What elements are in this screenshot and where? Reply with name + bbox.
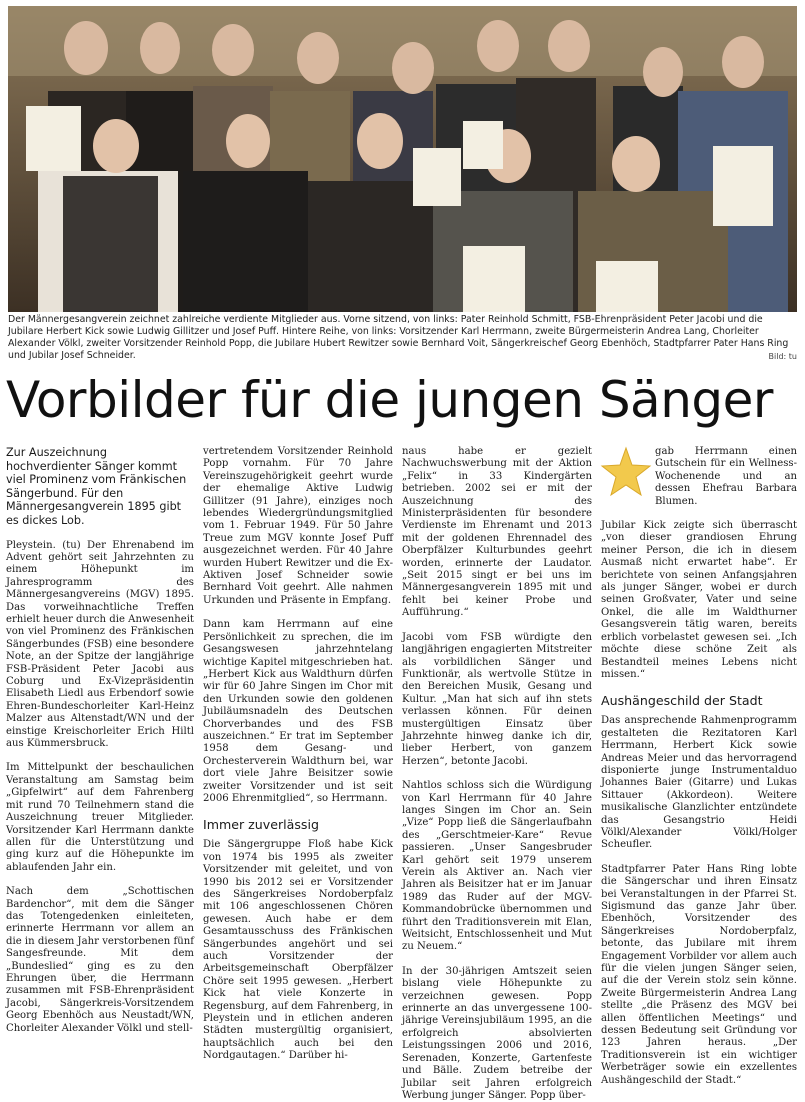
column-2 — [203, 446, 393, 1062]
body-paragraph: In der 30-jährigen Amtszeit seien bislang viele Höhepunkte zu verzeichnen gewesen. Popp erinnerte an das unvergessene 100-jährige Vereinsjubiläum 1995, an die erfolgreich absolvierten Leistungssingen 2006 und 2016, Serenaden, Konzerte, Gartenfeste und Bälle. Zudem betreibe der Jubilar seit Jahren erfolgreich Werbung junger Sänger. Popp über- — [402, 965, 592, 1101]
body-paragraph: Jubilar Kick zeigte sich überrascht „von dieser grandiosen Ehrung meiner Person, die ich in diesem Ausmaß nicht erwartet habe“. Er berichtete von seinen Anfangsjahren als junger Sänger, wobei er durch seinen Großvater, Vater und seine Onkel, die alle im Waldthurner Gesangsverein tätig waren, bereits erblich vorbelastet gewesen sei. „Ich möchte diese schöne Zeit als Bestandteil meines Lebens nicht missen.“ — [601, 520, 797, 680]
body-paragraph: Nach dem „Schottischen Bardenchor“, mit dem die Sänger das Totengedenken einleiteten, erinnerte Herrmann vor allem an die in diesem Jahr verstorbenen fünf Sangesfreunde. Mit dem „Bundeslied“ ging es zu den Ehrungen über, die Herrmann zusammen mit FSB-Ehrenpräsident Jacobi, Sängerkreis-Vorsitzendem Georg Ebenhöch aus Neustadt/WN, Chorleiter Alexander Völkl und stell- — [6, 886, 194, 1034]
body-paragraph: Pleystein. (tu) Der Ehrenabend im Advent gehört seit Jahrzehnten zu einem Höhepunkt im Jahresprogramm des Männergesangvereins (MGV) 1895. Das vorweihnachtliche Treffen erhielt heuer durch die Anwesenheit von viel Prominenz des Fränkischen Sängerbundes (FSB) eine besondere Note, an der Spitze der langjährige FSB-Präsident Peter Jacobi aus Coburg und Ex-Vizepräsidentin Elisabeth Liedl aus Erbendorf sowie Ehren-Bundeschorleiter Karl-Heinz Malzer aus Altenstadt/WN und der einstige Kreischorleiter Erich Hiltl aus Kümmersbruck. — [6, 539, 194, 750]
body-paragraph: Das ansprechende Rahmenprogramm gestalteten die Rezitatoren Karl Herrmann, Herbert Kick sowie Andreas Meier und das hervorragend disponierte junge Instrumentalduo Johannes Baier (Gitarre) und Lukas Sittauer (Akkordeon). Weitere musikalische Glanzlichter entzündete das Gesangstrio Heidi Völkl/Alexander Völkl/Holger Scheufler. — [601, 715, 797, 851]
body-paragraph: vertretendem Vorsitzender Reinhold Popp vornahm. Für 70 Jahre Vereinszugehörigkeit geehrt wurde der ehemalige Aktive Ludwig Gillitzer (91 Jahre), einziges noch lebendes Wiedergründungsmitglied vom 1. Februar 1949. Für 50 Jahre Treue zum MGV konnte Josef Puff ausgezeichnet werden. Für 40 Jahre wurden Hubert Rewitzer und die Ex-Aktiven Josef Schneider sowie Bernhard Voit geehrt. Alle nahmen Urkunden und Präsente in Empfang. — [203, 446, 393, 606]
body-paragraph: Dann kam Herrmann auf eine Persönlichkeit zu sprechen, die im Gesangswesen jahrzehntelang wichtige Kapitel mitgeschrieben hat. „Herbert Kick aus Waldthurn dürfen wir für 60 Jahre Singen im Chor mit den Urkunden sowie den goldenen Jubiläumsnadeln des Deutschen Chorverbandes und des FSB auszeichnen.“ Er trat im September 1958 dem Gesang- und Orchesterverein Waldthurn bei, war dort viele Jahre Beisitzer sowie zweiter Vorsitzender und ist seit 2006 Ehrenmitglied“, so Herrmann. — [203, 619, 393, 804]
column-3 — [402, 446, 592, 1101]
group-photo-icon — [8, 6, 797, 312]
column-4 — [601, 446, 797, 1086]
body-paragraph: naus habe er gezielt Nachwuchswerbung mit der Aktion „Felix“ in 33 Kindergärten betrieben. 2002 sei er mit der Auszeichnung des Ministerpräsidenten für besondere Verdienste im Ehrenamt und 2013 mit der goldenen Ehrennadel des Oberpfälzer Kulturbundes geehrt worden, erinnerte der Laudator. „Seit 2015 singt er bei uns im Männergesangverein 1895 mit und fehlt bei keiner Probe und Aufführung.“ — [402, 446, 592, 619]
photo-credit: Bild: tu — [768, 352, 797, 361]
column-1 — [6, 446, 194, 1034]
body-paragraph: Stadtpfarrer Pater Hans Ring lobte die Sängerschar und ihren Einsatz bei Veranstaltungen in der Pfarrei St. Sigismund das ganze Jahr über. Ebenhöch, Vorsitzender des Sängerkreises Nordoberpfalz, betonte, das Jubilare mit ihrem Engagement Vorbilder vor allem auch für die vielen jungen Sänger seien, auf die der Verein stolz sein könne. Zweite Bürgermeisterin Andrea Lang stellte „die Präsenz des MGV bei allen öffentlichen Meetings“ und dessen Bedeutung seit Gründung vor 123 Jahren heraus. „Der Traditionsverein ist ein wichtiger Werbeträger sowie ein exzellentes Aushängeschild der Stadt.“ — [601, 863, 797, 1086]
body-paragraph: Jacobi vom FSB würdigte den langjährigen engagierten Mitstreiter als vorbildlichen Sänger und Funktionär, als wertvolle Stütze in den Bereichen Musik, Gesang und Kultur. „Man hat sich auf ihn stets verlassen können. Für deinen mustergültigen Einsatz über Jahrzehnte hinweg danke ich dir, lieber Herbert, von ganzem Herzen“, betonte Jacobi. — [402, 631, 592, 767]
body-paragraph: gab Herrmann einen Gutschein für ein Wellness-Wochenende und an dessen Ehefrau Barbara Blumen. — [655, 446, 797, 507]
lead-paragraph: Zur Auszeichnung hochverdienter Sänger kommt viel Prominenz vom Fränkischen Sängerbund. Für den Männergesangverein 1895 gibt es dickes Lob. — [6, 446, 187, 527]
body-paragraph: Nahtlos schloss sich die Würdigung von Karl Herrmann für 40 Jahre langes Singen im Chor an. Sein „Vize“ Popp ließ die Sängerlaufbahn des „Gerschtmeier-Kare“ Revue passieren. „Unser Sangesbruder Karl gehört seit 1979 unserem Verein als Aktiver an. Nach vier Jahren als Beisitzer hat er im Januar 1989 das Ruder auf der MGV-Kommandobrücke übernommen und führt den Traditionsverein mit Elan, Weitsicht, Entschlossenheit und Mut zu Neuem.“ — [402, 780, 592, 953]
star-icon — [601, 446, 651, 500]
body-paragraph: Im Mittelpunkt der beschaulichen Veranstaltung am Samstag beim „Gipfelwirt“ auf dem Fahrenberg mit rund 70 Teilnehmern stand die Auszeichnung treuer Mitglieder. Vorsitzender Karl Herrmann dankte allen für die Unterstützung und ging kurz auf die Höhepunkte im ablaufenden Jahr ein. — [6, 762, 194, 873]
subheading: Aushängeschild der Stadt — [601, 693, 763, 709]
subheading: Immer zuverlässig — [203, 817, 319, 833]
group-photo — [8, 6, 797, 312]
body-paragraph: Die Sängergruppe Floß habe Kick von 1974 bis 1995 als zweiter Vorsitzender mit geleitet, und von 1990 bis 2012 sei er Vorsitzender des Sängerkreises Nordoberpfalz mit 106 angeschlossenen Chören gewesen. Auch habe er dem Gesamtausschuss des Fränkischen Sängerbundes angehört und sei auch Vorsitzender der Arbeitsgemeinschaft Oberpfälzer Chöre seit 1995 gewesen. „Herbert Kick hat viele Konzerte in Regensburg, auf dem Fahrenberg, in Pleystein und in etlichen anderen Städten mustergültig organisiert, hauptsächlich auch bei den Nordgautagen.“ Darüber hi- — [203, 839, 393, 1062]
headline: Vorbilder für die jungen Sänger — [6, 371, 773, 429]
photo-caption: Der Männergesangverein zeichnet zahlreiche verdiente Mitglieder aus. Vorne sitzend, von links: Pater Reinhold Schmitt, FSB-Ehrenpräsident Peter Jacobi und die Jubilare Herbert Kick sowie Ludwig Gillitzer und Josef Puff. Hintere Reihe, von links: Vorsitzender Karl Herrmann, zweite Bürgermeisterin Andrea Lang, Chorleiter Alexander Völkl, zweiter Vorsitzender Reinhold Popp, die Jubilare Hubert Rewitzer sowie Bernhard Voit, Sängerkreischef Georg Ebenhöch, Stadtpfarrer Pater Hans Ring und Jubilar Josef Schneider. — [8, 314, 789, 361]
